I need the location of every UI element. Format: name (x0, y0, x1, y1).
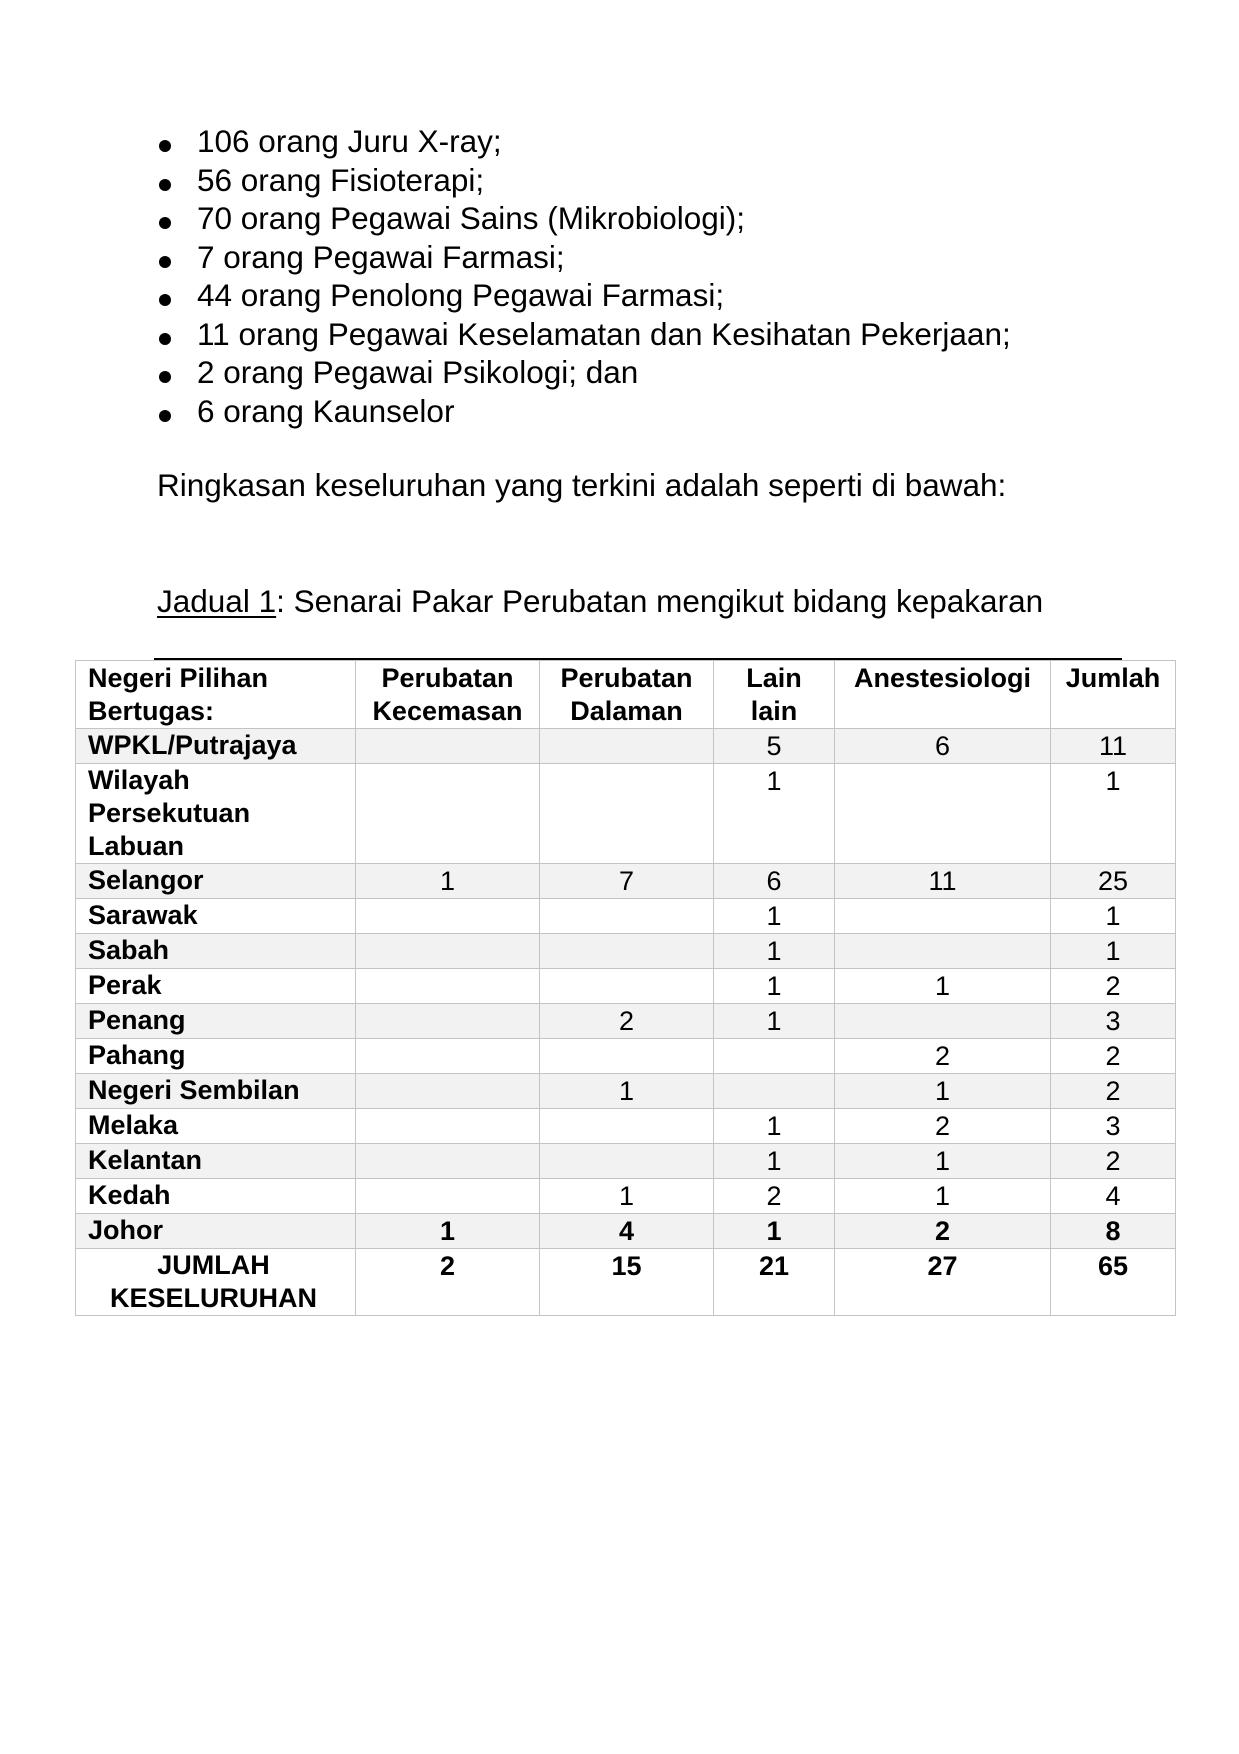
value-cell: 1 (714, 899, 835, 934)
state-cell (76, 729, 356, 764)
bullet-text: 106 orang Juru X-ray; (197, 123, 502, 159)
value-cell: 2 (1051, 1144, 1176, 1179)
table-caption-label: Jadual 1 (157, 583, 277, 619)
value-cell: 11 (835, 864, 1051, 899)
value-cell: 6 (835, 729, 1051, 764)
state-cell-line: Negeri Sembilan (88, 1075, 300, 1105)
value-cell: 4 (1051, 1179, 1176, 1214)
state-cell (76, 934, 356, 969)
total-value-cell: 15 (540, 1249, 714, 1316)
state-cell (76, 1144, 356, 1179)
bullet-text: 2 orang Pegawai Psikologi; dan (197, 354, 639, 390)
table-caption (157, 582, 1043, 620)
bullet-item (157, 122, 1011, 161)
value-cell: 2 (835, 1214, 1051, 1249)
table-row (76, 1109, 1176, 1144)
column-header-line: lain (750, 696, 798, 726)
state-cell-line: Selangor (88, 865, 204, 895)
table-row (76, 899, 1176, 934)
state-cell (76, 969, 356, 1004)
table-row (76, 969, 1176, 1004)
column-header (540, 661, 714, 729)
state-cell (76, 864, 356, 899)
state-cell-line: Kedah (88, 1180, 171, 1210)
value-cell: 11 (1051, 729, 1176, 764)
state-cell (76, 1179, 356, 1214)
column-header-line: Anestesiologi (853, 663, 1032, 693)
value-cell: 1 (714, 969, 835, 1004)
column-header-line: Negeri Pilihan (88, 663, 269, 693)
value-cell (356, 1144, 540, 1179)
column-header-line: Kecemasan (372, 696, 523, 726)
table-row (76, 1004, 1176, 1039)
value-cell (540, 1039, 714, 1074)
value-cell: 2 (540, 1004, 714, 1039)
value-cell (835, 764, 1051, 864)
value-cell: 3 (1051, 1004, 1176, 1039)
value-cell: 1 (835, 969, 1051, 1004)
bullet-dot-icon (159, 256, 171, 268)
value-cell (540, 764, 714, 864)
value-cell: 1 (540, 1074, 714, 1109)
specialists-table (75, 660, 1176, 1316)
bullet-text: 6 orang Kaunselor (197, 392, 455, 429)
bullet-dot-icon (159, 410, 171, 422)
value-cell: 1 (714, 1214, 835, 1249)
column-header-line: Perubatan (381, 663, 514, 693)
value-cell (356, 729, 540, 764)
bullet-dot-icon (159, 217, 171, 229)
value-cell: 2 (714, 1179, 835, 1214)
bullet-dot-icon (159, 179, 171, 191)
value-cell (540, 969, 714, 1004)
table-header-row (76, 661, 1176, 729)
value-cell: 5 (714, 729, 835, 764)
value-cell (540, 899, 714, 934)
state-cell (76, 764, 356, 864)
total-label-cell-line: JUMLAH (157, 1250, 270, 1280)
table-row (76, 934, 1176, 969)
value-cell (714, 1039, 835, 1074)
bullet-item (157, 276, 1011, 315)
value-cell: 4 (540, 1214, 714, 1249)
bullet-text: 56 orang Fisioterapi; (197, 161, 485, 198)
total-value-cell: 65 (1051, 1249, 1176, 1316)
value-cell: 1 (714, 1144, 835, 1179)
bullet-item (157, 353, 1011, 392)
bullet-item (157, 238, 1011, 277)
value-cell: 2 (835, 1109, 1051, 1144)
value-cell: 2 (1051, 1039, 1176, 1074)
state-cell (76, 1214, 356, 1249)
value-cell: 1 (1051, 934, 1176, 969)
state-cell-line: Persekutuan (88, 798, 251, 828)
value-cell: 25 (1051, 864, 1176, 899)
total-value-cell: 27 (835, 1249, 1051, 1316)
state-cell (76, 899, 356, 934)
bullet-item (157, 315, 1011, 354)
bullet-text: 11 orang Pegawai Keselamatan dan Kesihatan Pekerjaan; (197, 315, 1011, 352)
value-cell (356, 899, 540, 934)
total-value-cell: 21 (714, 1249, 835, 1316)
table-caption-text: : Senarai Pakar Perubatan mengikut bidang kepakaran (276, 583, 1044, 619)
summary-paragraph: Ringkasan keseluruhan yang terkini adalah seperti di bawah: (157, 467, 1007, 503)
state-cell (76, 1004, 356, 1039)
value-cell (540, 1109, 714, 1144)
value-cell (356, 1109, 540, 1144)
value-cell (356, 1179, 540, 1214)
staff-bullet-list (157, 122, 1011, 430)
value-cell (356, 934, 540, 969)
column-header-line: Jumlah (1065, 663, 1161, 693)
value-cell: 2 (1051, 1074, 1176, 1109)
value-cell (540, 934, 714, 969)
column-header (835, 661, 1051, 729)
bullet-dot-icon (159, 140, 171, 152)
column-header-line: Dalaman (570, 696, 683, 726)
value-cell (540, 1144, 714, 1179)
column-header-line: Bertugas: (88, 696, 215, 726)
value-cell (356, 764, 540, 864)
column-header-line: Lain (746, 663, 802, 693)
value-cell (714, 1074, 835, 1109)
value-cell (356, 1004, 540, 1039)
table-row (76, 1179, 1176, 1214)
value-cell (356, 1074, 540, 1109)
bullet-text: 70 orang Pegawai Sains (Mikrobiologi); (197, 200, 746, 236)
state-cell-line: Melaka (88, 1110, 179, 1140)
bullet-item (157, 199, 1011, 238)
value-cell: 1 (835, 1144, 1051, 1179)
state-cell-line: Sarawak (88, 900, 198, 930)
value-cell: 1 (835, 1179, 1051, 1214)
value-cell: 1 (356, 864, 540, 899)
value-cell: 1 (1051, 764, 1176, 864)
table-row (76, 729, 1176, 764)
column-header-line: Perubatan (560, 663, 693, 693)
value-cell (835, 899, 1051, 934)
column-header (714, 661, 835, 729)
state-cell-line: WPKL/Putrajaya (88, 730, 297, 760)
state-cell-line: Wilayah (88, 765, 190, 795)
bullet-text: 7 orang Pegawai Farmasi; (197, 238, 565, 275)
column-header (356, 661, 540, 729)
table-row (76, 1074, 1176, 1109)
state-cell-line: Penang (88, 1005, 186, 1035)
value-cell: 1 (356, 1214, 540, 1249)
table-row (76, 864, 1176, 899)
bullet-item (157, 392, 1011, 431)
total-row (76, 1249, 1176, 1316)
table-row (76, 1214, 1176, 1249)
state-cell (76, 1039, 356, 1074)
state-cell-line: Kelantan (88, 1145, 203, 1175)
value-cell (835, 1004, 1051, 1039)
value-cell: 1 (714, 1004, 835, 1039)
total-value-cell: 2 (356, 1249, 540, 1316)
state-cell-line: Labuan (88, 831, 185, 861)
state-cell (76, 1074, 356, 1109)
bullet-dot-icon (159, 371, 171, 383)
total-label-cell (76, 1249, 356, 1316)
value-cell: 2 (1051, 969, 1176, 1004)
value-cell: 1 (714, 1109, 835, 1144)
table-row (76, 764, 1176, 864)
bullet-text: 44 orang Penolong Pegawai Farmasi; (197, 277, 725, 313)
bullet-dot-icon (159, 333, 171, 345)
table-row (76, 1144, 1176, 1179)
bullet-dot-icon (159, 294, 171, 306)
value-cell: 6 (714, 864, 835, 899)
column-header (76, 661, 356, 729)
value-cell: 2 (835, 1039, 1051, 1074)
value-cell: 1 (540, 1179, 714, 1214)
value-cell: 1 (1051, 899, 1176, 934)
value-cell (835, 934, 1051, 969)
state-cell-line: Sabah (88, 935, 170, 965)
column-header (1051, 661, 1176, 729)
value-cell: 8 (1051, 1214, 1176, 1249)
value-cell: 7 (540, 864, 714, 899)
value-cell (540, 729, 714, 764)
table-row (76, 1039, 1176, 1074)
value-cell: 1 (714, 764, 835, 864)
value-cell: 1 (835, 1074, 1051, 1109)
value-cell: 3 (1051, 1109, 1176, 1144)
state-cell-line: Perak (88, 970, 162, 1000)
bullet-item (157, 161, 1011, 200)
value-cell (356, 969, 540, 1004)
state-cell (76, 1109, 356, 1144)
total-label-cell-line: KESELURUHAN (109, 1283, 317, 1313)
state-cell-line: Pahang (88, 1040, 186, 1070)
value-cell: 1 (714, 934, 835, 969)
value-cell (356, 1039, 540, 1074)
state-cell-line: Johor (88, 1215, 164, 1245)
